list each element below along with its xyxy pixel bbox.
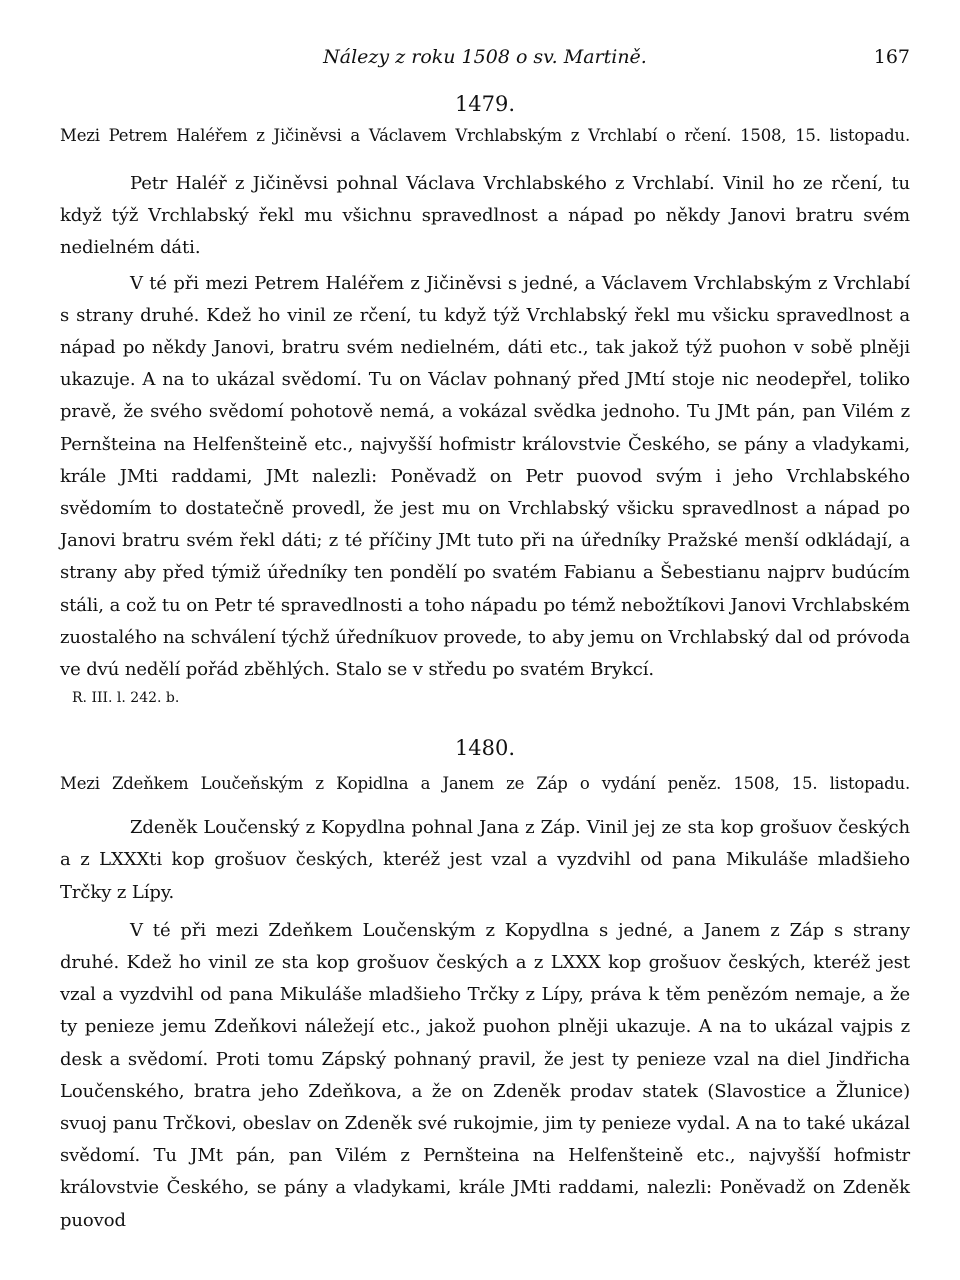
entry-1480 bbox=[60, 736, 910, 1237]
paragraph: Petr Haléř z Jičiněvsi pohnal Václava Vrchlabského z Vrchlabí. Vinil ho ze rčení, tu když týž Vrchlabský řekl mu všichnu spravedlnost a nápad po někdy Janovi bratru svém nedielném dáti. bbox=[60, 173, 910, 259]
page bbox=[60, 40, 910, 1237]
entry-1479 bbox=[60, 92, 910, 706]
source-reference: R. III. l. 242. b. bbox=[72, 690, 180, 707]
page-number: 167 bbox=[873, 46, 910, 68]
entry-number: 1479. bbox=[454, 92, 516, 116]
paragraph: V té při mezi Zdeňkem Loučenským z Kopydlna s jedné, a Janem z Záp s strany druhé. Kdež ho vinil ze sta kop grošuov českých a z LXXX kop grošuov českých, kteréž jest vzal a vyzdvihl od pana Mikuláše mladšieho Trčky z Lípy, práva k těm penězóm nemaje, a že ty penieze jemu Zdeňkovi náležejí etc., jakož puohon plněji ukazuje. A na to ukázal vajpis z desk a svědomí. Proti tomu Zápský pohnaný pravil, že jest ty penieze vzal na diel Jindřicha Loučenského, bratra jeho Zdeňkova, a že on Zdeněk prodav statek (Slavostice a Žlunice) svuoj panu Trčkovi, obeslav on Zdeněk své rukojmie, jim ty penieze vydal. A na to také ukázal svědomí. Tu JMt pán, pan Vilém z Pernšteina na Helfenšteině etc., najvyšší hofmistr královstvie Českého, se pány a vladykami, krále JMti raddami, nalezli: Poněvadž on Zdeněk puovod bbox=[60, 919, 910, 1231]
entry-number: 1480. bbox=[454, 736, 516, 761]
running-title: Nálezy z roku 1508 o sv. Martině. bbox=[323, 46, 647, 68]
paragraph: V té při mezi Petrem Haléřem z Jičiněvsi s jedné, a Václavem Vrchlabským z Vrchlabí s strany druhé. Kdež ho vinil ze rčení, tu když týž Vrchlabský řekl mu všicku spravedlnost a nápad po někdy Janovi, bratru svém nedielném, dáti etc., tak jakož týž puohon v sobě plněji ukazuje. A na to ukázal svědomí. Tu on Václav pohnaný před JMtí stoje nic neodepřel, toliko pravě, že svého svědomí pohotově nemá, a vokázal svědka jednoho. Tu JMt pán, pan Vilém z Pernšteina na Helfenšteině etc., najvyšší hofmistr královstvie Českého, se pány a vladykami, krále JMti raddami, JMt nalezli: Poněvadž on Petr puovod svým i jeho Vrchlabského svědomím to dostatečně provedl, že jest mu on Vrchlabský všicku spravedlnost a nápad po Janovi bratru svém řekl dáti; z té příčiny JMt tuto při na úředníky Pražské menší odkládají, a strany aby před týmiž úředníky ten pondělí po svatém Fabianu a Šebestianu najprv budúcím stáli, a což tu on Petr té spravedlnosti a toho nápadu po témž nebožtíkovi Janovi Vrchlabském zuostalého na schválení týchž úředníkuov provede, to aby jemu on Vrchlabský dal od próvoda ve dvú nedělí pořád zběhlých. Stalo se v středu po svatém Brykcí. bbox=[60, 272, 910, 681]
paragraph: Zdeněk Loučenský z Kopydlna pohnal Jana z Záp. Vinil jej ze sta kop grošuov českých a z LXXXti kop grošuov českých, kteréž jest vzal a vyzdvihl od pana Mikuláše mladšieho Trčky z Lípy. bbox=[60, 817, 910, 903]
running-head bbox=[60, 40, 910, 80]
entry-heading: Mezi Petrem Haléřem z Jičiněvsi a Václavem Vrchlabským z Vrchlabí o rčení. 1508, 15. listopadu. bbox=[60, 126, 910, 145]
entry-heading: Mezi Zdeňkem Loučeňským z Kopidlna a Janem ze Záp o vydání peněz. 1508, 15. listopadu. bbox=[60, 774, 910, 794]
